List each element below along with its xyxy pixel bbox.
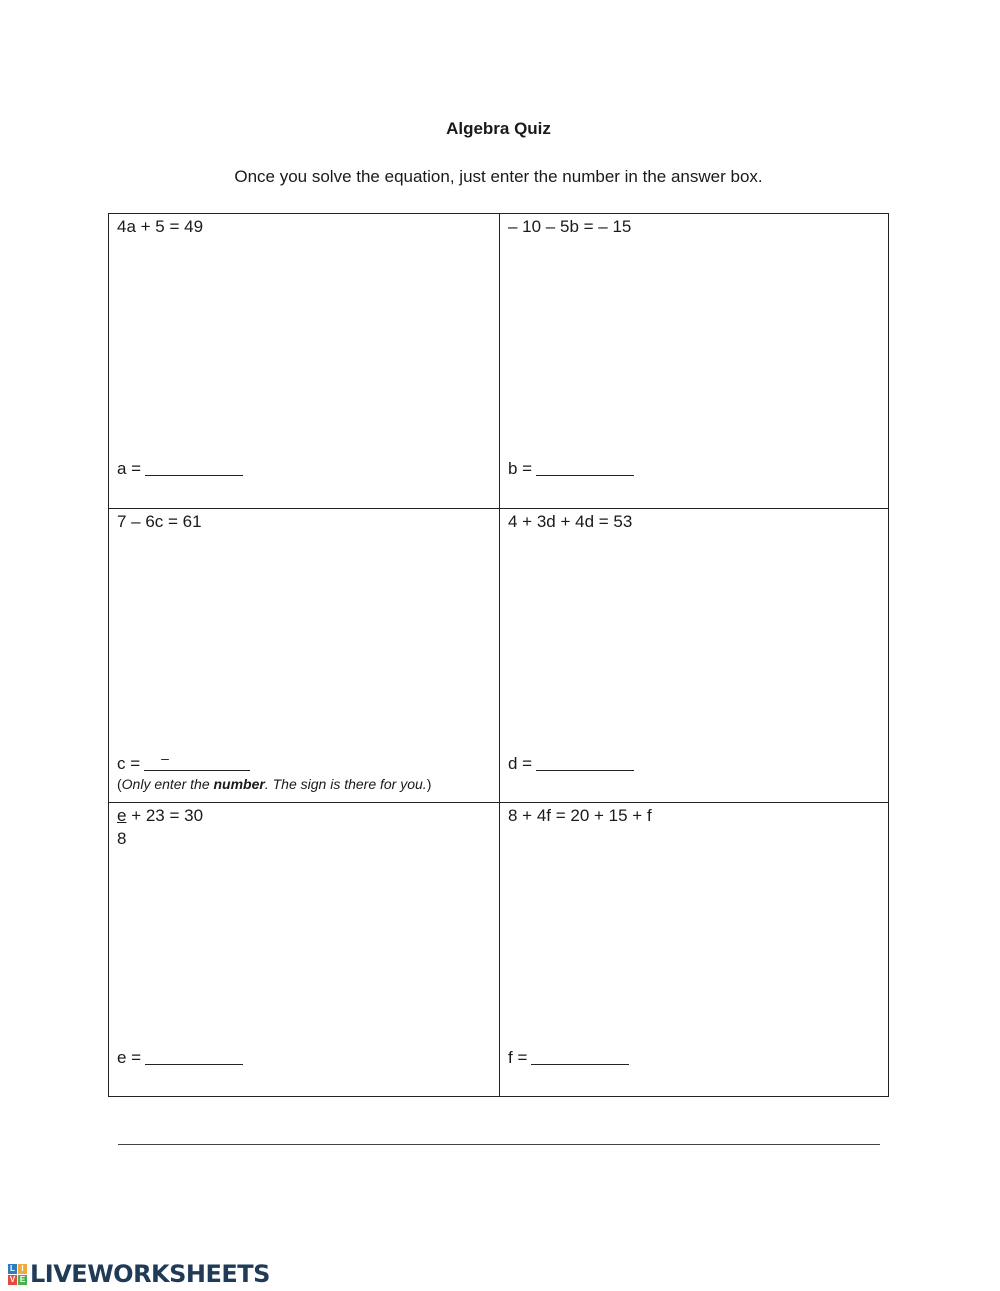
page-title: Algebra Quiz <box>446 119 551 138</box>
equation-a: 4a + 5 = 49 <box>117 217 204 236</box>
answer-blank-b[interactable] <box>536 458 634 476</box>
logo-text: LIVEWORKSHEETS <box>30 1260 270 1288</box>
answer-label-a: a = <box>117 459 142 478</box>
equation-e-denominator: 8 <box>117 829 127 848</box>
answer-blank-f[interactable] <box>531 1047 629 1065</box>
answer-b <box>508 456 634 479</box>
problem-cell-f <box>500 803 890 1097</box>
answer-e <box>117 1045 243 1068</box>
answer-label-d: d = <box>508 754 533 773</box>
answer-blank-d[interactable] <box>536 753 634 771</box>
equation-d: 4 + 3d + 4d = 53 <box>508 512 633 531</box>
answer-blank-e[interactable] <box>145 1047 243 1065</box>
answer-c <box>117 751 250 774</box>
equation-b: – 10 – 5b = – 15 <box>508 217 632 236</box>
answer-blank-a[interactable] <box>145 458 243 476</box>
problem-cell-a <box>109 214 499 508</box>
answer-label-e: e = <box>117 1048 142 1067</box>
problem-cell-c <box>109 509 499 803</box>
answer-label-c: c = <box>117 754 141 773</box>
answer-label-f: f = <box>508 1048 528 1067</box>
logo-mark-icon: L I V E <box>9 1263 26 1284</box>
answer-f <box>508 1045 629 1068</box>
instructions: Once you solve the equation, just enter the number in the answer box. <box>234 167 763 186</box>
problem-cell-b <box>500 214 890 508</box>
equation-e-rest: + 23 = 30 <box>126 806 204 825</box>
liveworksheets-logo <box>8 1259 270 1289</box>
answer-a <box>117 456 243 479</box>
problem-grid <box>108 213 889 1097</box>
equation-f: 8 + 4f = 20 + 15 + f <box>508 806 652 825</box>
footer-divider <box>118 1144 880 1145</box>
equation-c: 7 – 6c = 61 <box>117 512 202 531</box>
answer-blank-c[interactable] <box>144 750 250 771</box>
answer-label-b: b = <box>508 459 533 478</box>
problem-cell-e <box>109 803 499 1097</box>
answer-note-c: (Only enter the number. The sign is there for you.) <box>117 776 432 792</box>
equation-e <box>117 806 203 826</box>
answer-d <box>508 751 634 774</box>
answer-sign-c: – <box>161 750 169 766</box>
equation-e-numerator: e <box>117 806 127 825</box>
problem-cell-d <box>500 509 890 803</box>
